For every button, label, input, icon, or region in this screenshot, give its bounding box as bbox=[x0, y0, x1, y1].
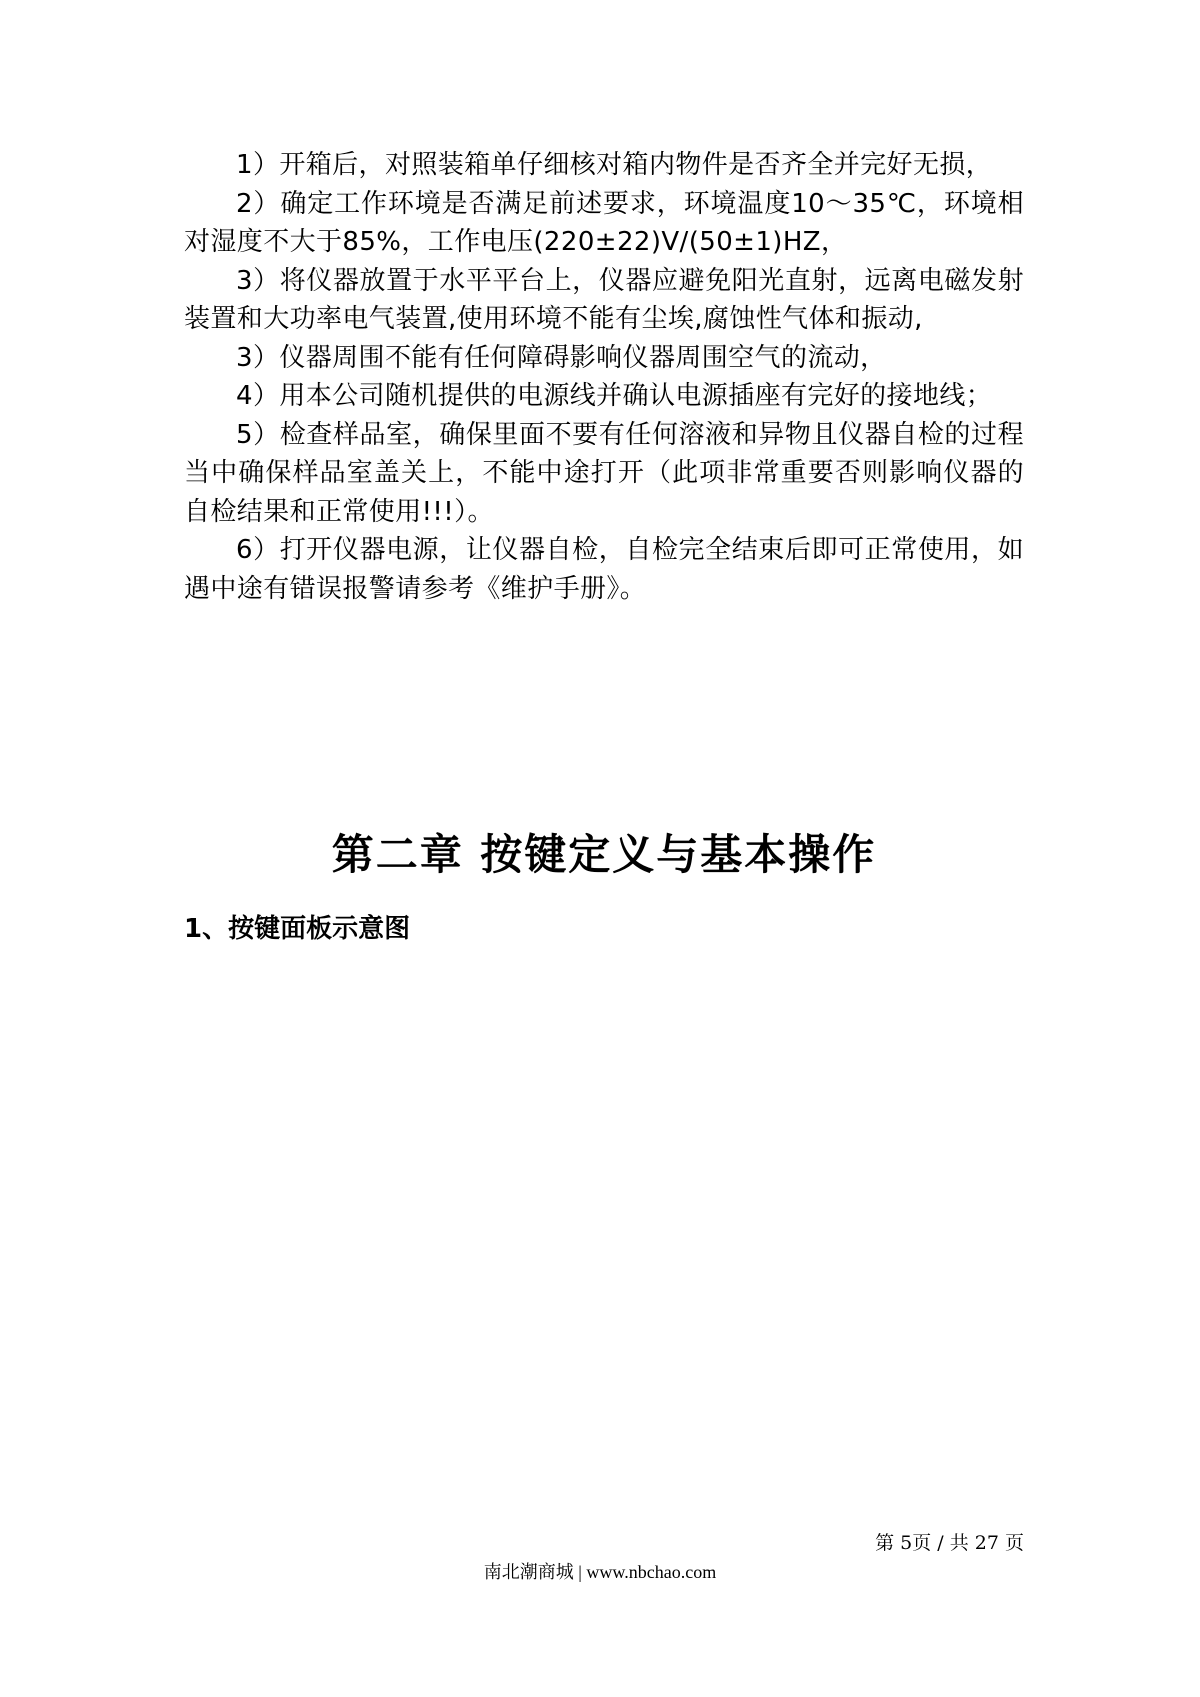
instruction-paragraph: 2）确定工作环境是否满足前述要求，环境温度10～35℃，环境相对湿度不大于85%，工作电压(220±22)V/(50±1)HZ， bbox=[184, 188, 1024, 257]
instruction-paragraph: 5）检查样品室，确保里面不要有任何溶液和异物且仪器自检的过程当中确保样品室盖关上，不能中途打开（此项非常重要否则影响仪器的自检结果和正常使用!!!）。 bbox=[184, 419, 1024, 527]
instruction-paragraph: 6）打开仪器电源，让仪器自检，自检完全结束后即可正常使用，如遇中途有错误报警请参考《维护手册》。 bbox=[184, 535, 1024, 604]
chapter-title: 第二章 按键定义与基本操作 bbox=[331, 830, 877, 879]
instruction-paragraph: 1）开箱后，对照装箱单仔细核对箱内物件是否齐全并完好无损， bbox=[236, 150, 993, 180]
setup-instructions bbox=[184, 146, 1024, 608]
section-title: 1、按键面板示意图 bbox=[184, 914, 411, 944]
footer-site-link[interactable]: 南北潮商城 | www.nbchao.com bbox=[483, 1562, 717, 1582]
instruction-paragraph: 4）用本公司随机提供的电源线并确认电源插座有完好的接地线； bbox=[236, 381, 993, 411]
instruction-paragraph: 3）仪器周围不能有任何障碍影响仪器周围空气的流动， bbox=[236, 342, 887, 373]
instruction-paragraph: 3）将仪器放置于水平平台上，仪器应避免阳光直射，远离电磁发射装置和大功率电气装置,使用环境不能有尘埃,腐蚀性气体和振动, bbox=[184, 265, 1024, 334]
page-number: 第 5页 / 共 27 页 bbox=[875, 1532, 1024, 1554]
